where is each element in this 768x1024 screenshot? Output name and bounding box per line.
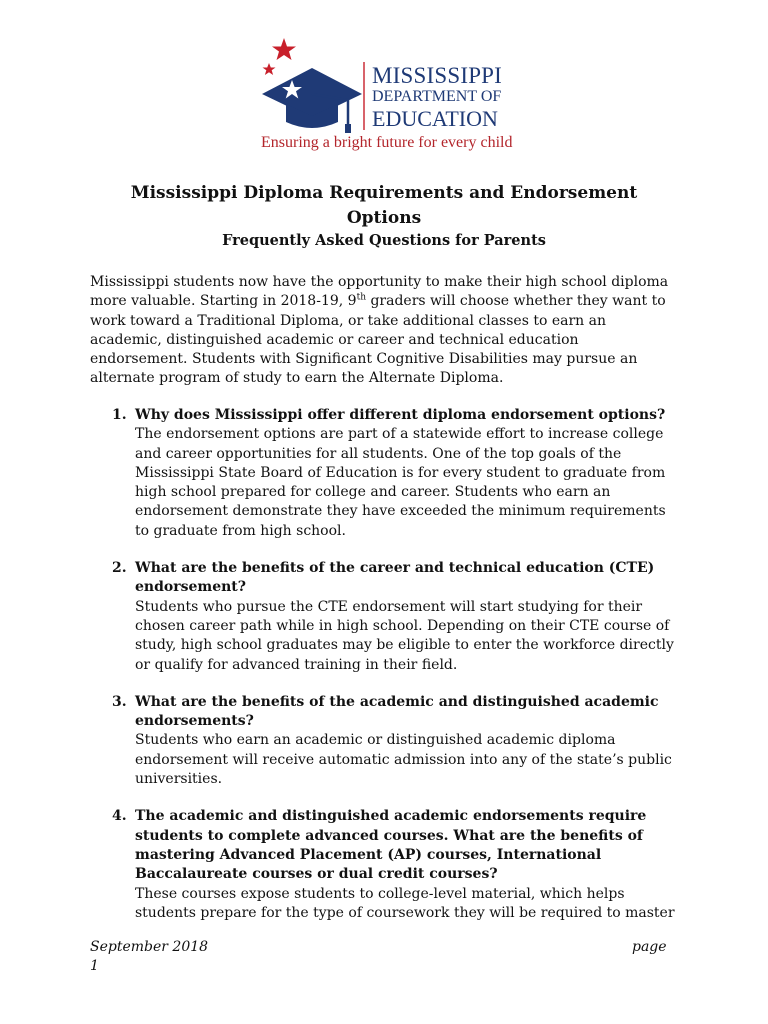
faq-list bbox=[90, 406, 680, 941]
intro-text-part2: graders will choose whether they want to work toward a Traditional Diploma, or take additional classes to earn an academic, distinguished academic or career and technical education endorsement. Students with Significant Cognitive Disabilities may pursue an alternate program of study to earn the Alternate Diploma. bbox=[90, 293, 666, 387]
graduation-cap-stars-icon bbox=[256, 34, 368, 134]
mde-logo bbox=[256, 34, 516, 156]
intro-paragraph bbox=[90, 273, 680, 389]
faq-answer: Students who earn an academic or distinguished academic diploma endorsement will receive automatic admission into any of the state’s public universities. bbox=[135, 732, 672, 788]
faq-question: What are the benefits of the career and technical education (CTE) endorsement? bbox=[135, 560, 655, 596]
document-title: Mississippi Diploma Requirements and Endorsement Options bbox=[130, 183, 638, 228]
faq-number: 3. bbox=[112, 693, 127, 710]
footer-page-number: 1 bbox=[90, 958, 99, 974]
faq-answer: The endorsement options are part of a statewide effort to increase college and career opportunities for all students. One of the top goals of the Mississippi State Board of Education is for every student to graduate from high school prepared for college and career. Students who earn an endorsement demonstrate they have exceeded the minimum requirements to graduate from high school. bbox=[135, 426, 666, 539]
faq-item bbox=[90, 807, 680, 923]
faq-item bbox=[90, 693, 680, 789]
faq-number: 2. bbox=[112, 560, 127, 577]
faq-question: Why does Mississippi offer different diploma endorsement options? bbox=[135, 407, 666, 423]
faq-item bbox=[90, 559, 680, 675]
logo-tagline: Ensuring a bright future for every child bbox=[261, 134, 513, 151]
faq-question: What are the benefits of the academic and distinguished academic endorsements? bbox=[135, 693, 659, 730]
footer-date: September 2018 bbox=[90, 939, 209, 955]
logo-text-education: EDUCATION bbox=[372, 106, 498, 131]
faq-answer: These courses expose students to college-level material, which helps students prepare for the type of coursework they will be required to master bbox=[135, 885, 675, 921]
logo-text-department: DEPARTMENT OF bbox=[372, 88, 502, 105]
footer-page-label: page bbox=[632, 939, 667, 955]
faq-answer: Students who pursue the CTE endorsement will start studying for their chosen career path while in high school. Depending on their CTE course of study, high school graduates may be eligible to enter the workforce directly or qualify for advanced training in their field. bbox=[135, 598, 674, 673]
intro-text-part1: Mississippi students now have the opportunity to make their high school diploma more valuable. Starting in 2018-19, 9 bbox=[90, 274, 669, 310]
faq-question: The academic and distinguished academic endorsements require students to complete advanced courses. What are the benefits of mastering Advanced Placement (AP) courses, International Baccalaureate courses or dual credit courses? bbox=[135, 808, 647, 883]
document-subtitle: Frequently Asked Questions for Parents bbox=[222, 232, 546, 249]
faq-item bbox=[90, 406, 680, 541]
faq-number: 1. bbox=[112, 407, 127, 423]
faq-number: 4. bbox=[112, 808, 127, 825]
intro-superscript: th bbox=[356, 292, 366, 303]
logo-text-mississippi: MISSISSIPPI bbox=[372, 63, 503, 88]
